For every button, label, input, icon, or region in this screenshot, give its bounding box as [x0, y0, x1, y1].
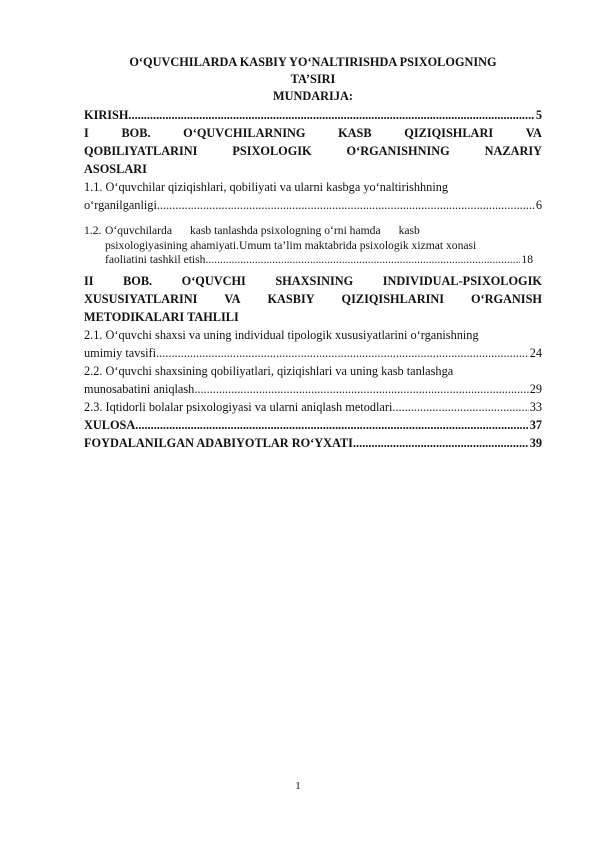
word: BOB. — [121, 126, 151, 140]
toc-entry-references[interactable] — [84, 434, 542, 452]
toc-section-2-3[interactable] — [84, 398, 542, 416]
toc-entry-label: umimiy tavsifi — [84, 345, 157, 360]
toc-chapter-2-line3[interactable]: METODIKALARI TAHLILI — [84, 309, 239, 324]
word: XUSUSIYATLARINI — [84, 291, 198, 306]
word: kasb tanlashda psixologning o‘rni hamda — [189, 224, 381, 237]
toc-chapter-1-line2[interactable] — [84, 142, 542, 160]
word: O‘quvchilarda — [105, 224, 172, 237]
toc-page-number: 39 — [529, 435, 542, 450]
toc-entry-label: o‘rganilganligi — [84, 198, 157, 212]
word: QIZIQISHLARI — [404, 126, 494, 140]
toc-section-2-1-line2[interactable] — [84, 344, 542, 362]
toc-page-number: 6 — [535, 198, 542, 212]
toc-entry-xulosa[interactable] — [84, 416, 542, 434]
toc-entry-label: 2.3. Iqtidorli bolalar psixologiyasi va ularni aniqlash metodlari — [84, 399, 393, 414]
dot-leader — [194, 380, 528, 398]
word: PSIXOLOGIK — [232, 144, 312, 158]
toc-entry-label: FOYDALANILGAN ADABIYOTLAR RO‘YXATI — [84, 435, 353, 450]
word: I — [84, 126, 89, 140]
toc-section-1-2-line3 — [105, 253, 533, 268]
toc-section-2-2-line2[interactable] — [84, 380, 542, 398]
toc-section-1-2[interactable] — [84, 224, 542, 268]
toc-entry-kirish[interactable] — [84, 106, 542, 124]
word: O‘QUVCHILARNING — [183, 126, 306, 140]
toc-page-number: 5 — [535, 108, 542, 122]
word: KASB — [338, 126, 372, 140]
toc-chapter-2-line1[interactable] — [84, 272, 542, 290]
dot-leader — [353, 434, 529, 452]
word: SHAXSINING — [275, 273, 354, 288]
page-number: 1 — [295, 780, 301, 792]
dot-leader — [157, 196, 535, 214]
toc-page-number: 37 — [529, 417, 542, 432]
word: QOBILIYATLARINI — [84, 144, 198, 158]
word: O‘RGANISHNING — [346, 144, 450, 158]
toc-chapter-2-line2[interactable] — [84, 290, 542, 308]
word: O‘RGANISH — [470, 291, 542, 306]
toc-entry-label: faoliatini tashkil etish — [105, 253, 206, 266]
dot-leader — [135, 416, 528, 434]
toc-section-1-2-line1 — [105, 224, 542, 239]
word: kasb — [398, 224, 420, 237]
word: INDIVIDUAL-PSIXOLOGIK — [382, 273, 542, 288]
toc-page-number: 24 — [529, 345, 542, 360]
word: KASBIY — [267, 291, 315, 306]
toc-entry-label: XULOSA — [84, 417, 136, 432]
toc-section-1-1-line1[interactable]: 1.1. O‘quvchilar qiziqishlari, qobiliyati va ularni kasbga yo‘naltirishhning — [84, 180, 449, 194]
word: VA — [224, 291, 241, 306]
word: BOB. — [123, 273, 153, 288]
document-title-line2: TA’SIRI — [290, 72, 336, 86]
section-number: 1.2. — [84, 224, 102, 237]
toc-chapter-1-line1[interactable] — [84, 124, 542, 142]
toc-section-2-1-line1[interactable]: 2.1. O‘quvchi shaxsi va uning individual tipologik xususiyatlarini o‘rganishning — [84, 327, 479, 342]
toc-entry-label: KIRISH — [84, 108, 129, 122]
dot-leader — [128, 106, 534, 124]
dot-leader — [156, 344, 529, 362]
document-title-line1: O‘QUVCHILARDA KASBIY YO‘NALTIRISHDA PSIXOLOGNING — [129, 55, 497, 69]
word: O‘QUVCHI — [181, 273, 246, 288]
toc-section-1-1-line2[interactable] — [84, 196, 542, 214]
dot-leader — [392, 398, 528, 416]
toc-entry-label: munosabatini aniqlash — [84, 381, 195, 396]
word: VA — [525, 126, 542, 140]
toc-chapter-1-line3[interactable]: ASOSLARI — [84, 162, 147, 176]
toc-section-1-2-line2: psixologiyasining ahamiyati.Umum ta’lim maktabrida psixologik xizmat xonasi — [105, 238, 477, 252]
toc-heading: MUNDARIJA: — [273, 89, 353, 103]
toc-page-number: 33 — [529, 399, 542, 414]
dot-leader — [205, 253, 520, 268]
word: QIZIQISHLARINI — [341, 291, 445, 306]
toc-page-number: 18 — [521, 253, 533, 266]
toc-section-2-2-line1[interactable]: 2.2. O‘quvchi shaxsining qobiliyatlari, qiziqishlari va uning kasb tanlashga — [84, 363, 454, 378]
word: NAZARIY — [484, 144, 542, 158]
toc-page-number: 29 — [529, 381, 542, 396]
word: II — [84, 273, 94, 288]
document-page — [84, 54, 542, 452]
